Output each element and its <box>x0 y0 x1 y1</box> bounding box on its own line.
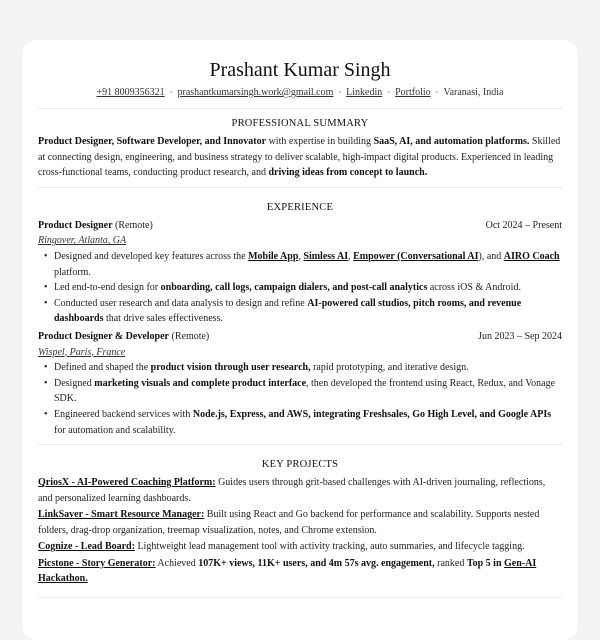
job-mode: (Remote) <box>115 219 153 231</box>
highlight-link[interactable]: Simless AI <box>303 250 349 262</box>
separator-dot: • <box>435 88 439 97</box>
text-segment: , <box>298 250 304 262</box>
divider <box>38 444 562 445</box>
bullet-item <box>54 376 562 407</box>
highlight-link[interactable]: QriosX - AI-Powered Coaching Platform: <box>38 477 216 489</box>
section-heading-projects: KEY PROJECTS <box>261 459 339 471</box>
text-segment: Conducted user research and data analysis to design and refine <box>54 297 308 309</box>
contact-link[interactable]: Portfolio <box>395 87 431 98</box>
job-title-line <box>38 218 153 234</box>
project-item <box>38 475 562 507</box>
highlight-link[interactable]: Picstone - Story Generator: <box>38 557 156 569</box>
highlight-link[interactable]: Empower (Conversational AI <box>353 250 479 262</box>
job-bullets <box>38 249 562 327</box>
contact-link[interactable]: prashantkumarsingh.work@gmail.com <box>177 87 334 98</box>
text-segment: , then developed the frontend using React, Redux, and Vonage SDK. <box>54 377 556 405</box>
bullet-item <box>54 407 562 438</box>
highlight-link[interactable]: Cognize - Lead Board: <box>38 541 135 553</box>
text-segment: Led end-to-end design for <box>54 282 161 294</box>
contact-link[interactable]: +91 8009356321 <box>96 87 165 98</box>
bullet-item <box>54 296 562 327</box>
project-item <box>38 539 562 555</box>
bullet-item <box>54 360 562 376</box>
text-segment: Defined and shaped the <box>54 362 151 374</box>
separator-dot: • <box>387 88 391 97</box>
separator-dot: • <box>169 88 173 97</box>
job-bullets <box>38 360 562 438</box>
text-segment: Engineered backend services with <box>54 408 193 420</box>
text-segment: that drive sales effectiveness. <box>103 313 223 325</box>
text-segment: product vision through user research, <box>150 362 311 374</box>
text-segment: Product Designer, Software Developer, and Innovator <box>38 136 267 147</box>
candidate-name: Prashant Kumar Singh <box>209 59 391 81</box>
highlight-link[interactable]: LinkSaver - Smart Resource Manager: <box>38 509 205 521</box>
text-segment: marketing visuals and complete product interface <box>94 377 307 389</box>
job-dates: Oct 2024 – Present <box>485 219 562 231</box>
text-segment: onboarding, call logs, campaign dialers, and post-call analytics <box>160 282 428 294</box>
text-segment: Lightweight lead management tool with activity tracking, auto summaries, and lifecycle tagging. <box>134 541 525 553</box>
job-title: Product Designer & Developer <box>38 330 169 342</box>
job-dates: Jun 2023 – Sep 2024 <box>478 330 562 342</box>
text-segment: SaaS, AI, and automation platforms. <box>373 136 530 147</box>
divider <box>38 108 562 109</box>
divider <box>38 597 562 598</box>
text-segment: across iOS & Android. <box>427 282 521 294</box>
text-segment: Node.js, Express, and AWS, integrating Freshsales, Go High Level, and Google APIs <box>192 408 552 420</box>
text-segment: Skilled at connecting design, engineering, and business strategy to deliver scalable, high-impact digital products. Experienced in leading cross-functional teams, conducting product research, and <box>38 136 561 179</box>
text-segment: Built using React and Go backend for performance and scalability. Supports nested folders, drag-drop organization, treemap visualization, notes, and Chrome extension. <box>38 509 540 536</box>
text-segment: Designed and developed key features across the <box>54 250 249 262</box>
project-item <box>38 556 562 588</box>
highlight-link[interactable]: Gen-AI Hackathon. <box>38 557 537 585</box>
divider <box>38 187 562 188</box>
experience-list <box>38 218 562 438</box>
text-segment: driving ideas from concept to launch. <box>268 167 428 179</box>
projects-list <box>38 475 562 587</box>
contact-line <box>38 86 562 100</box>
text-segment: ), and <box>478 250 504 262</box>
bullet-item <box>54 280 562 296</box>
text-segment: platform. <box>54 266 91 278</box>
text-segment: , <box>348 250 354 262</box>
text-segment: Designed <box>54 377 95 389</box>
company-link[interactable]: Wispel, Paris, France <box>38 346 126 358</box>
text-segment: Achieved <box>155 557 199 569</box>
contact-location: Varanasi, India <box>443 87 504 98</box>
text-segment: ranked <box>434 557 467 569</box>
job-mode: (Remote) <box>171 330 210 342</box>
job-title-line <box>38 329 209 345</box>
resume-card <box>22 40 578 640</box>
project-item <box>38 507 562 539</box>
text-segment: Top 5 in <box>466 557 505 569</box>
job-title: Product Designer <box>38 219 113 231</box>
summary-text <box>38 134 562 181</box>
text-segment: Guides users through grit-based challenges with AI-driven journaling, reflections, and personalized learning dashboards. <box>38 477 546 504</box>
highlight-link[interactable]: Mobile App <box>248 250 299 262</box>
text-segment: for automation and scalability. <box>54 424 176 436</box>
text-segment: rapid prototyping, and iterative design. <box>310 362 469 374</box>
contact-link[interactable]: Linkedin <box>346 87 383 98</box>
company-link[interactable]: Ringover, Atlanta, GA <box>38 235 127 247</box>
section-heading-summary: PROFESSIONAL SUMMARY <box>231 118 369 129</box>
bullet-item <box>54 249 562 280</box>
section-heading-experience: EXPERIENCE <box>266 201 334 213</box>
text-segment: AI-powered call studios, pitch rooms, and revenue dashboards <box>54 297 522 325</box>
separator-dot: • <box>338 88 342 97</box>
text-segment: 107K+ views, 11K+ users, and 4m 57s avg. engagement, <box>198 557 435 569</box>
job-header <box>38 218 562 234</box>
text-segment: with expertise in building <box>266 136 374 147</box>
highlight-link[interactable]: AIRO Coach <box>503 250 560 262</box>
job-header <box>38 329 562 345</box>
